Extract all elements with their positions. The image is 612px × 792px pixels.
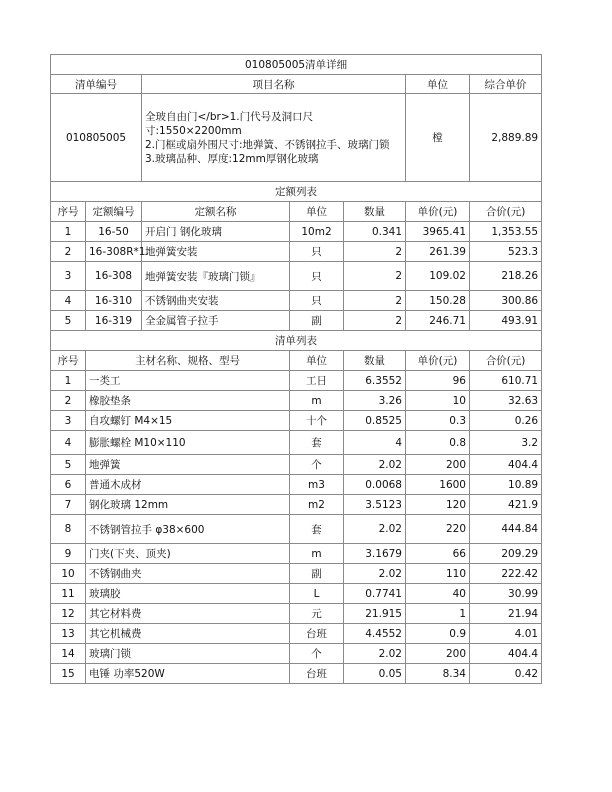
quota-no: 3 <box>51 262 86 291</box>
material-row <box>51 584 542 604</box>
material-no: 12 <box>51 604 86 624</box>
material-section-title: 清单列表 <box>51 331 542 351</box>
material-row <box>51 604 542 624</box>
material-qty: 21.915 <box>344 604 406 624</box>
material-unit: 台班 <box>290 664 344 684</box>
material-total: 610.71 <box>470 371 542 391</box>
quota-no: 5 <box>51 311 86 331</box>
material-qty: 0.0068 <box>344 475 406 495</box>
material-price: 200 <box>406 644 470 664</box>
material-name: 电锤 功率520W <box>86 664 290 684</box>
material-total: 4.01 <box>470 624 542 644</box>
material-name: 地弹簧 <box>86 455 290 475</box>
quota-code: 16-308R*1. <box>86 242 142 262</box>
quota-header-code: 定额编号 <box>86 202 142 222</box>
quota-unit: 只 <box>290 291 344 311</box>
material-unit: 副 <box>290 564 344 584</box>
material-name: 不锈钢管拉手 φ38×600 <box>86 515 290 544</box>
material-name: 玻璃胶 <box>86 584 290 604</box>
material-unit: m2 <box>290 495 344 515</box>
material-unit: 元 <box>290 604 344 624</box>
material-row <box>51 371 542 391</box>
quota-header-no: 序号 <box>51 202 86 222</box>
material-row <box>51 495 542 515</box>
material-unit: 个 <box>290 455 344 475</box>
material-no: 15 <box>51 664 86 684</box>
quota-header-name: 定额名称 <box>142 202 290 222</box>
material-price: 120 <box>406 495 470 515</box>
material-qty: 4.4552 <box>344 624 406 644</box>
quota-code: 16-319 <box>86 311 142 331</box>
material-header-qty: 数量 <box>344 351 406 371</box>
material-row <box>51 624 542 644</box>
material-price: 1 <box>406 604 470 624</box>
material-total: 404.4 <box>470 455 542 475</box>
material-unit: 套 <box>290 431 344 455</box>
header-unit: 单位 <box>406 75 470 94</box>
material-total: 3.2 <box>470 431 542 455</box>
quota-header-qty: 数量 <box>344 202 406 222</box>
material-row <box>51 644 542 664</box>
quota-price: 246.71 <box>406 311 470 331</box>
quota-row <box>51 311 542 331</box>
material-row <box>51 431 542 455</box>
material-unit: 个 <box>290 644 344 664</box>
quota-total: 300.86 <box>470 291 542 311</box>
quota-unit: 10m2 <box>290 222 344 242</box>
material-header-name: 主材名称、规格、型号 <box>86 351 290 371</box>
quota-qty: 2 <box>344 291 406 311</box>
material-row <box>51 664 542 684</box>
quota-header-price: 单价(元) <box>406 202 470 222</box>
bill-desc-line-3: 3.玻璃品种、厚度:12mm厚钢化玻璃 <box>145 152 319 165</box>
material-unit: m3 <box>290 475 344 495</box>
quota-name: 地弹簧安装『玻璃门锁』 <box>142 262 290 291</box>
material-total: 10.89 <box>470 475 542 495</box>
quota-unit: 副 <box>290 311 344 331</box>
quota-total: 523.3 <box>470 242 542 262</box>
material-qty: 3.26 <box>344 391 406 411</box>
material-price: 1600 <box>406 475 470 495</box>
quota-name: 全金属管子拉手 <box>142 311 290 331</box>
material-no: 3 <box>51 411 86 431</box>
quota-total: 1,353.55 <box>470 222 542 242</box>
material-no: 4 <box>51 431 86 455</box>
material-price: 200 <box>406 455 470 475</box>
material-header-unit: 单位 <box>290 351 344 371</box>
material-no: 14 <box>51 644 86 664</box>
quota-qty: 2 <box>344 262 406 291</box>
bill-unit: 樘 <box>406 94 470 182</box>
material-total: 404.4 <box>470 644 542 664</box>
bill-detail-table <box>50 54 542 684</box>
quota-price: 261.39 <box>406 242 470 262</box>
material-price: 66 <box>406 544 470 564</box>
material-qty: 6.3552 <box>344 371 406 391</box>
material-qty: 4 <box>344 431 406 455</box>
material-total: 0.42 <box>470 664 542 684</box>
quota-qty: 2 <box>344 242 406 262</box>
material-row <box>51 411 542 431</box>
quota-row <box>51 262 542 291</box>
material-no: 13 <box>51 624 86 644</box>
material-name: 橡胶垫条 <box>86 391 290 411</box>
quota-header-unit: 单位 <box>290 202 344 222</box>
quota-no: 2 <box>51 242 86 262</box>
material-unit: 套 <box>290 515 344 544</box>
material-price: 96 <box>406 371 470 391</box>
material-no: 1 <box>51 371 86 391</box>
quota-header-total: 合价(元) <box>470 202 542 222</box>
quota-price: 150.28 <box>406 291 470 311</box>
header-bill-code: 清单编号 <box>51 75 142 94</box>
material-total: 222.42 <box>470 564 542 584</box>
material-name: 玻璃门锁 <box>86 644 290 664</box>
material-price: 110 <box>406 564 470 584</box>
material-qty: 0.7741 <box>344 584 406 604</box>
material-price: 8.34 <box>406 664 470 684</box>
quota-total: 218.26 <box>470 262 542 291</box>
material-no: 2 <box>51 391 86 411</box>
material-header-price: 单价(元) <box>406 351 470 371</box>
material-no: 11 <box>51 584 86 604</box>
header-project-name: 项目名称 <box>142 75 406 94</box>
material-no: 6 <box>51 475 86 495</box>
quota-no: 1 <box>51 222 86 242</box>
header-unit-price: 综合单价 <box>470 75 542 94</box>
quota-price: 109.02 <box>406 262 470 291</box>
material-name: 其它材料费 <box>86 604 290 624</box>
quota-code: 16-308 <box>86 262 142 291</box>
material-row <box>51 544 542 564</box>
material-no: 8 <box>51 515 86 544</box>
material-no: 10 <box>51 564 86 584</box>
quota-total: 493.91 <box>470 311 542 331</box>
material-price: 0.8 <box>406 431 470 455</box>
material-total: 444.84 <box>470 515 542 544</box>
quota-unit: 只 <box>290 242 344 262</box>
quota-row <box>51 222 542 242</box>
material-total: 32.63 <box>470 391 542 411</box>
table-title: 010805005清单详细 <box>51 55 542 75</box>
material-name: 门夹(下夹、顶夹) <box>86 544 290 564</box>
material-row <box>51 564 542 584</box>
material-unit: 工日 <box>290 371 344 391</box>
material-price: 40 <box>406 584 470 604</box>
quota-row <box>51 291 542 311</box>
material-name: 其它机械费 <box>86 624 290 644</box>
quota-row <box>51 242 542 262</box>
quota-qty: 2 <box>344 311 406 331</box>
material-name: 自攻螺钉 M4×15 <box>86 411 290 431</box>
material-header-no: 序号 <box>51 351 86 371</box>
quota-section-title: 定额列表 <box>51 182 542 202</box>
material-total: 0.26 <box>470 411 542 431</box>
material-unit: 台班 <box>290 624 344 644</box>
material-row <box>51 515 542 544</box>
bill-unit-price: 2,889.89 <box>470 94 542 182</box>
material-unit: m <box>290 391 344 411</box>
quota-price: 3965.41 <box>406 222 470 242</box>
material-no: 5 <box>51 455 86 475</box>
quota-name: 开启门 钢化玻璃 <box>142 222 290 242</box>
material-row <box>51 475 542 495</box>
material-total: 421.9 <box>470 495 542 515</box>
material-no: 7 <box>51 495 86 515</box>
material-price: 220 <box>406 515 470 544</box>
quota-unit: 只 <box>290 262 344 291</box>
material-qty: 0.05 <box>344 664 406 684</box>
quota-code: 16-310 <box>86 291 142 311</box>
material-qty: 3.1679 <box>344 544 406 564</box>
material-name: 膨胀螺栓 M10×110 <box>86 431 290 455</box>
material-qty: 2.02 <box>344 455 406 475</box>
material-unit: 十个 <box>290 411 344 431</box>
material-qty: 2.02 <box>344 564 406 584</box>
quota-name: 不锈钢曲夹安装 <box>142 291 290 311</box>
material-qty: 2.02 <box>344 644 406 664</box>
quota-name: 地弹簧安装 <box>142 242 290 262</box>
material-name: 一类工 <box>86 371 290 391</box>
bill-code: 010805005 <box>51 94 142 182</box>
material-qty: 3.5123 <box>344 495 406 515</box>
material-total: 30.99 <box>470 584 542 604</box>
material-unit: L <box>290 584 344 604</box>
material-name: 普通木成材 <box>86 475 290 495</box>
quota-code: 16-50 <box>86 222 142 242</box>
material-price: 10 <box>406 391 470 411</box>
material-total: 21.94 <box>470 604 542 624</box>
quota-no: 4 <box>51 291 86 311</box>
bill-desc-line-1: 全玻自由门</br>1.门代号及洞口尺寸:1550×2200mm <box>145 110 314 137</box>
quota-qty: 0.341 <box>344 222 406 242</box>
material-name: 钢化玻璃 12mm <box>86 495 290 515</box>
material-price: 0.3 <box>406 411 470 431</box>
material-no: 9 <box>51 544 86 564</box>
material-qty: 2.02 <box>344 515 406 544</box>
material-row <box>51 391 542 411</box>
bill-desc-line-2: 2.门框或扇外围尺寸:地弹簧、不锈钢拉手、玻璃门锁 <box>145 138 390 151</box>
bill-description <box>142 94 406 182</box>
material-row <box>51 455 542 475</box>
material-header-total: 合价(元) <box>470 351 542 371</box>
material-total: 209.29 <box>470 544 542 564</box>
material-unit: m <box>290 544 344 564</box>
material-price: 0.9 <box>406 624 470 644</box>
material-name: 不锈钢曲夹 <box>86 564 290 584</box>
material-qty: 0.8525 <box>344 411 406 431</box>
